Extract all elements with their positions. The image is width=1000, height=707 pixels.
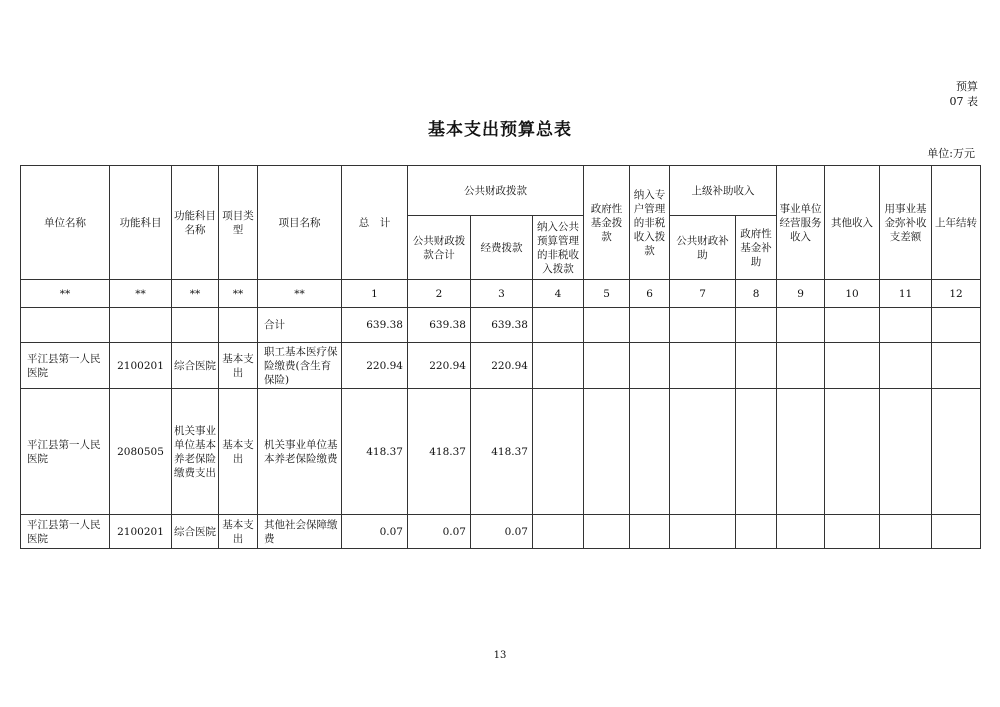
row-total: 220.94	[342, 343, 408, 389]
total-public-fiscal: 639.38	[408, 308, 471, 343]
header-item-type: 项目类型	[219, 166, 258, 280]
header-gov-fund: 政府性基金拨款	[584, 166, 630, 280]
row-type: 基本支出	[219, 389, 258, 515]
header-total: 总 计	[342, 166, 408, 280]
row-name: 职工基本医疗保险缴费(含生育保险)	[258, 343, 342, 389]
index-cell: 11	[880, 280, 932, 308]
header-fund-balance: 用事业基金弥补收支差额	[880, 166, 932, 280]
row-total: 418.37	[342, 389, 408, 515]
row-public-fiscal: 220.94	[408, 343, 471, 389]
row-subject: 综合医院	[172, 343, 219, 389]
index-cell: 1	[342, 280, 408, 308]
header-func-subject-name: 功能科目名称	[172, 166, 219, 280]
row-type: 基本支出	[219, 343, 258, 389]
total-expense-alloc: 639.38	[471, 308, 533, 343]
page-number: 13	[493, 650, 507, 661]
row-public-fiscal: 418.37	[408, 389, 471, 515]
total-label: 合计	[258, 308, 342, 343]
index-cell: **	[258, 280, 342, 308]
header-in-budget-nontax: 纳入公共预算管理的非税收入拨款	[533, 216, 584, 280]
header-public-fiscal-total: 公共财政拨款合计	[408, 216, 471, 280]
header-superior-subsidy: 上级补助收入	[670, 166, 777, 216]
index-cell: 7	[670, 280, 736, 308]
header-expense-alloc: 经费拨款	[471, 216, 533, 280]
index-cell: 9	[777, 280, 825, 308]
total-amount: 639.38	[342, 308, 408, 343]
table-row	[21, 389, 981, 515]
row-name: 机关事业单位基本养老保险缴费	[258, 389, 342, 515]
row-unit: 平江县第一人民医院	[21, 389, 110, 515]
header-sup-gov-fund: 政府性基金补助	[736, 216, 777, 280]
page-title: 基本支出预算总表	[428, 120, 572, 140]
index-cell: 12	[932, 280, 981, 308]
row-expense-alloc: 220.94	[471, 343, 533, 389]
header-carryover: 上年结转	[932, 166, 981, 280]
row-type: 基本支出	[219, 515, 258, 549]
index-row	[21, 280, 981, 308]
index-cell: 2	[408, 280, 471, 308]
index-cell: 10	[825, 280, 880, 308]
header-func-subject: 功能科目	[110, 166, 172, 280]
row-code: 2100201	[110, 515, 172, 549]
index-cell: 3	[471, 280, 533, 308]
row-code: 2080505	[110, 389, 172, 515]
row-code: 2100201	[110, 343, 172, 389]
index-cell: 5	[584, 280, 630, 308]
budget-table	[20, 165, 981, 549]
header-business-income: 事业单位经营服务收入	[777, 166, 825, 280]
header-unit-name: 单位名称	[21, 166, 110, 280]
index-cell: **	[219, 280, 258, 308]
table-tag-budget: 预算	[956, 80, 978, 93]
header-public-fiscal: 公共财政拨款	[408, 166, 584, 216]
header-other-income: 其他收入	[825, 166, 880, 280]
index-cell: 8	[736, 280, 777, 308]
table-row	[21, 343, 981, 389]
row-expense-alloc: 0.07	[471, 515, 533, 549]
table-tag-number: 07 表	[949, 95, 978, 108]
row-unit: 平江县第一人民医院	[21, 343, 110, 389]
index-cell: **	[21, 280, 110, 308]
row-name: 其他社会保障缴费	[258, 515, 342, 549]
unit-label: 单位:万元	[927, 147, 975, 160]
index-cell: 4	[533, 280, 584, 308]
table-row	[21, 515, 981, 549]
row-unit: 平江县第一人民医院	[21, 515, 110, 549]
row-subject: 机关事业单位基本养老保险缴费支出	[172, 389, 219, 515]
header-sup-public-fiscal: 公共财政补助	[670, 216, 736, 280]
row-total: 0.07	[342, 515, 408, 549]
index-cell: **	[110, 280, 172, 308]
row-subject: 综合医院	[172, 515, 219, 549]
index-cell: **	[172, 280, 219, 308]
index-cell: 6	[630, 280, 670, 308]
header-special-account-nontax: 纳入专户管理的非税收入拨款	[630, 166, 670, 280]
header-item-name: 项目名称	[258, 166, 342, 280]
row-public-fiscal: 0.07	[408, 515, 471, 549]
row-expense-alloc: 418.37	[471, 389, 533, 515]
total-row	[21, 308, 981, 343]
